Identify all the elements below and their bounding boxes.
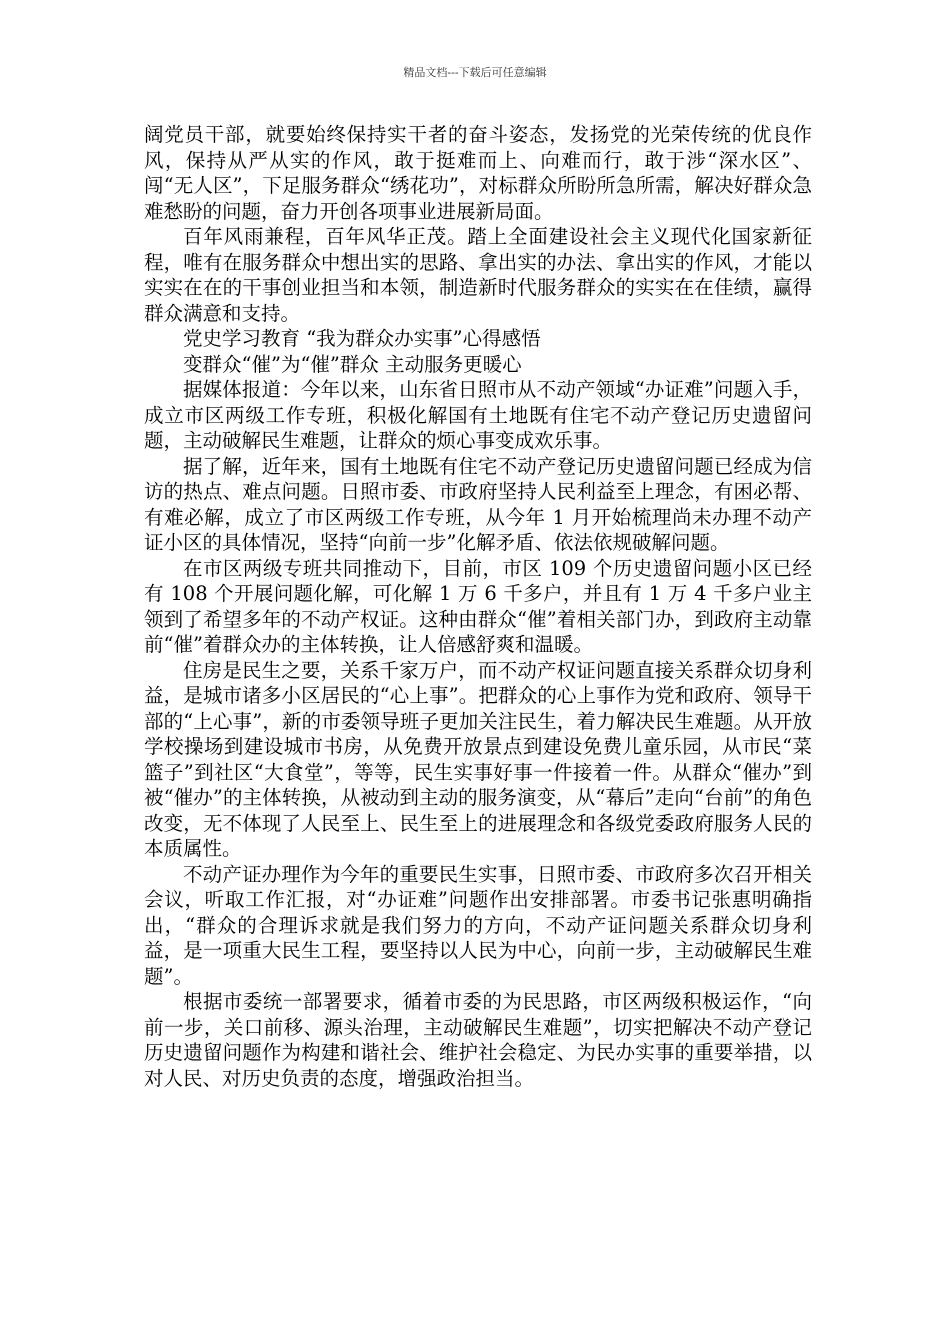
- paragraph: 阔党员干部，就要始终保持实干者的奋斗姿态，发扬党的光荣传统的优良作风，保持从严从实的作风，敢于挺难而上、向难而行，敢于涉“深水区”、闯“无人区”，下足服务群众“绣花功”，对标群众所盼所急所需，解决好群众急难愁盼的问题，奋力开创各项事业进展新局面。: [144, 123, 812, 223]
- document-body: [144, 122, 812, 1091]
- paragraph: 根据市委统一部署要求，循着市委的为民思路，市区两级积极运作，“向前一步，关口前移、源头治理，主动破解民生难题”，切实把解决不动产登记历史遗留问题作为构建和谐社会、维护社会稳定、为民办实事的重要举措，以对人民、对历史负责的态度，增强政治担当。: [144, 990, 812, 1090]
- article-title: 党史学习教育 “我为群众办实事”心得感悟: [183, 327, 541, 350]
- paragraph: 据了解，近年来，国有土地既有住宅不动产登记历史遗留问题已经成为信访的热点、难点问题。日照市委、市政府坚持人民利益至上理念，有困必帮、有难必解，成立了市区两级工作专班，从今年 1 月开始梳理尚未办理不动产证小区的具体情况，坚持“向前一步”化解矛盾、依法依规破解问题。: [144, 454, 812, 554]
- paragraph: 据媒体报道：今年以来，山东省日照市从不动产领域“办证难”问题入手，成立市区两级工作专班，积极化解国有土地既有住宅不动产登记历史遗留问题，主动破解民生难题，让群众的烦心事变成欢乐事。: [144, 378, 812, 452]
- paragraph: 住房是民生之要，关系千家万户，而不动产权证问题直接关系群众切身利益，是城市诸多小区居民的“心上事”。把群众的心上事作为党和政府、领导干部的“上心事”，新的市委领导班子更加关注民生，着力解决民生难题。从开放学校操场到建设城市书房，从免费开放景点到建设免费儿童乐园，从市民“菜篮子”到社区“大食堂”，等等，民生实事好事一件接着一件。从群众“催办”到被“催办”的主体转换，从被动到主动的服务演变，从“幕后”走向“台前”的角色改变，无不体现了人民至上、民生至上的进展理念和各级党委政府服务人民的本质属性。: [144, 658, 812, 860]
- paragraph: 百年风雨兼程，百年风华正茂。踏上全面建设社会主义现代化国家新征程，唯有在服务群众中想出实的思路、拿出实的办法、拿出实的作风，才能以实实在在的干事创业担当和本领，制造新时代服务群众的实实在在佳绩，赢得群众满意和支持。: [144, 225, 812, 325]
- article-subtitle: 变群众“催”为“催”群众 主动服务更暖心: [183, 352, 522, 376]
- paragraph: 在市区两级专班共同推动下，目前，市区 109 个历史遗留问题小区已经有 108 个开展问题化解，可化解 1 万 6 千多户，并且有 1 万 4 千多户业主领到了希望多年的不动产权证。这种由群众“催”着相关部门办，到政府主动靠前“催”着群众办的主体转换，让人倍感舒爽和温暖。: [144, 556, 812, 656]
- paragraph: 不动产证办理作为今年的重要民生实事，日照市委、市政府多次召开相关会议，听取工作汇报，对“办证难”问题作出安排部署。市委书记张惠明确指出，“群众的合理诉求就是我们努力的方向，不动产证问题关系群众切身利益，是一项重大民生工程，要坚持以人民为中心，向前一步，主动破解民生难题”。: [144, 862, 812, 988]
- page-header: 精品文档---下载后可任意编辑: [403, 66, 547, 79]
